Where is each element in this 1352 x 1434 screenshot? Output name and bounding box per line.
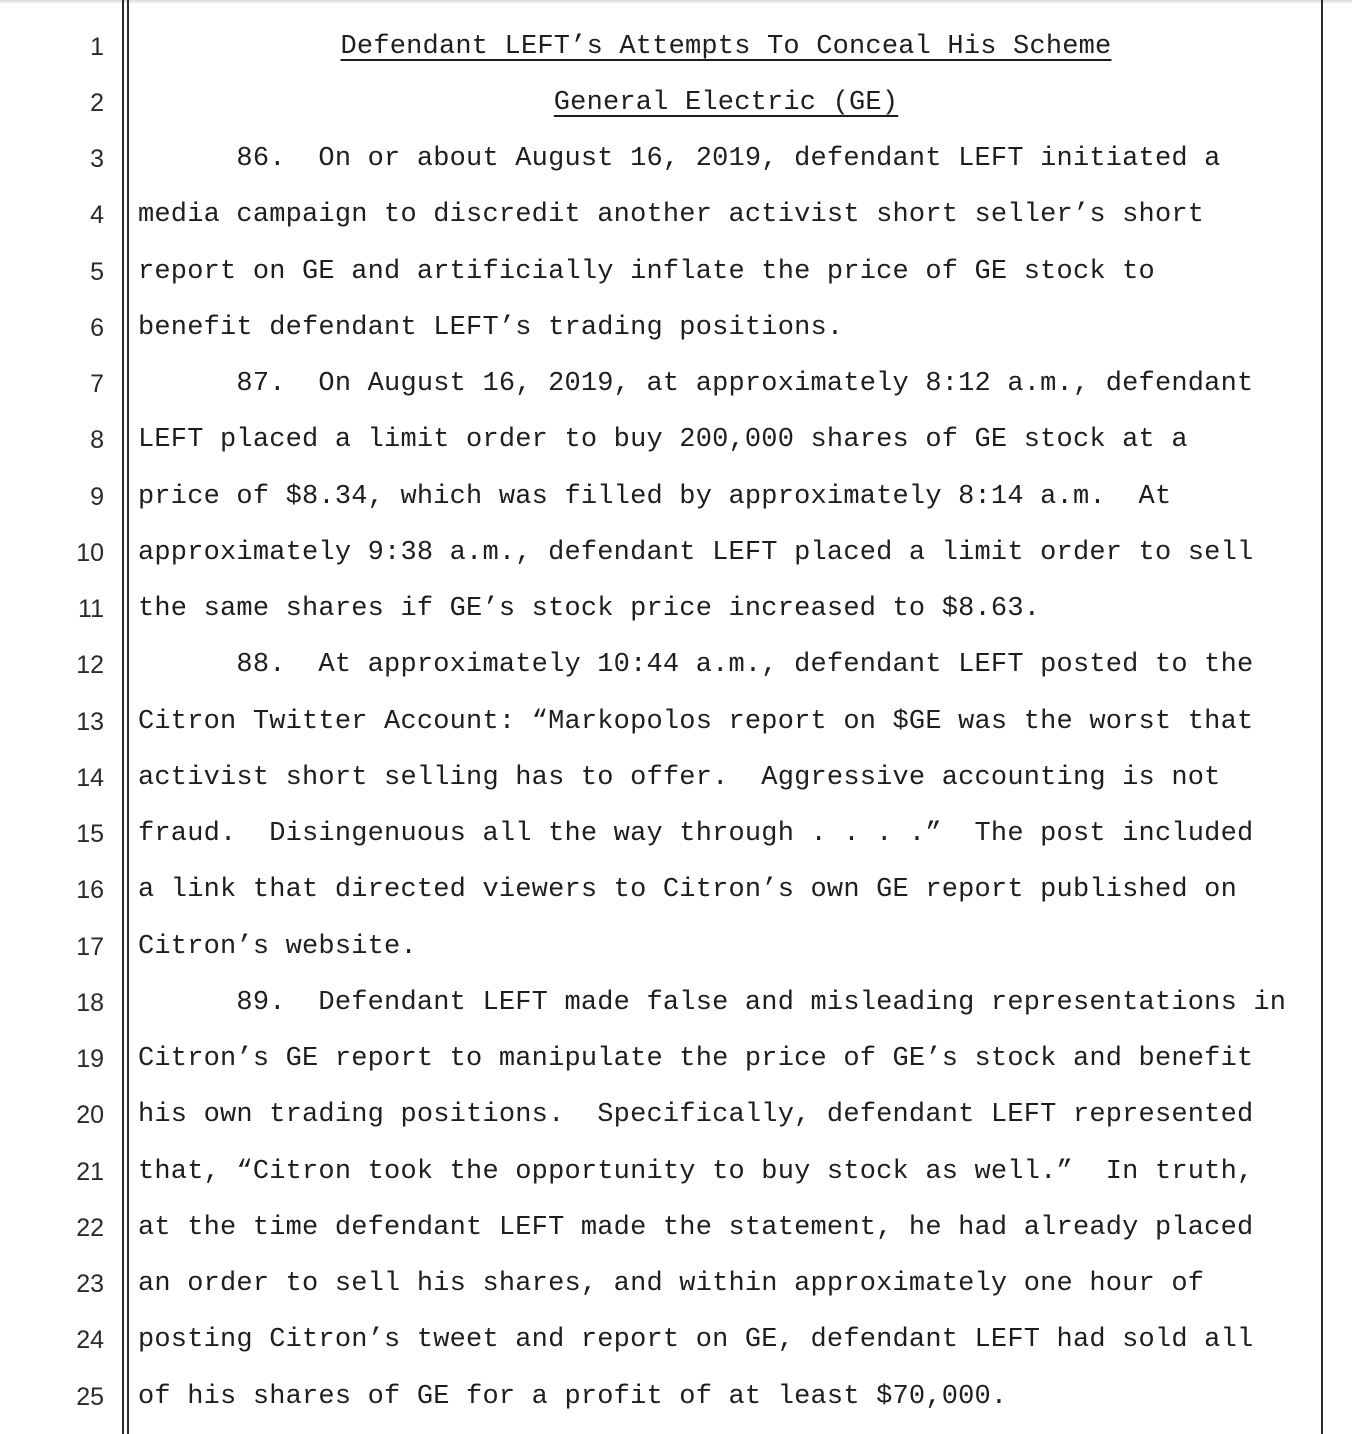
line-number: 14 (76, 764, 104, 792)
paragraph-86-line: report on GE and artificially inflate the price of GE stock to (138, 257, 1155, 287)
line-number: 16 (76, 876, 104, 904)
section-heading (138, 32, 1314, 62)
line-number: 12 (76, 651, 104, 679)
paragraph-86-line: benefit defendant LEFT’s trading positions. (138, 313, 844, 343)
paragraph-87-line: approximately 9:38 a.m., defendant LEFT placed a limit order to sell (138, 538, 1254, 568)
paragraph-87-line: 87. On August 16, 2019, at approximately 8:12 a.m., defendant (138, 369, 1254, 399)
paragraph-88-line: 88. At approximately 10:44 a.m., defendant LEFT posted to the (138, 650, 1254, 680)
paragraph-89-line: his own trading positions. Specifically, defendant LEFT represented (138, 1100, 1254, 1130)
left-margin-rule-outer (122, 0, 124, 1434)
section-subheading (138, 88, 1314, 118)
line-number: 7 (90, 370, 104, 398)
paragraph-88-line: activist short selling has to offer. Aggressive accounting is not (138, 763, 1221, 793)
line-number: 10 (76, 539, 104, 567)
line-number: 20 (76, 1101, 104, 1129)
paragraph-88-line: a link that directed viewers to Citron’s own GE report published on (138, 875, 1237, 905)
paragraph-89-line: an order to sell his shares, and within approximately one hour of (138, 1269, 1205, 1299)
line-number: 6 (90, 314, 104, 342)
line-number: 3 (90, 145, 104, 173)
paragraph-87-line: price of $8.34, which was filled by approximately 8:14 a.m. At (138, 482, 1172, 512)
paragraph-89-line: Citron’s GE report to manipulate the price of GE’s stock and benefit (138, 1044, 1254, 1074)
line-number: 4 (90, 201, 104, 229)
line-number: 1 (90, 33, 104, 61)
line-number: 2 (90, 89, 104, 117)
paragraph-88-line: fraud. Disingenuous all the way through . . . .” The post included (138, 819, 1254, 849)
paragraph-89-line: that, “Citron took the opportunity to buy stock as well.” In truth, (138, 1157, 1254, 1187)
page-top-edge (0, 0, 1352, 4)
paragraph-86-line: media campaign to discredit another activist short seller’s short (138, 200, 1205, 230)
line-number: 9 (90, 483, 104, 511)
line-number: 13 (76, 708, 104, 736)
line-number: 5 (90, 258, 104, 286)
paragraph-89-line: 89. Defendant LEFT made false and misleading representations in (138, 988, 1287, 1018)
paragraph-89-line: posting Citron’s tweet and report on GE, defendant LEFT had sold all (138, 1325, 1254, 1355)
line-number: 11 (78, 595, 104, 623)
line-number: 15 (76, 820, 104, 848)
line-number: 22 (76, 1214, 104, 1242)
line-number: 25 (76, 1383, 104, 1411)
paragraph-87-line: the same shares if GE’s stock price increased to $8.63. (138, 594, 1041, 624)
section-heading-text: Defendant LEFT’s Attempts To Conceal His Scheme (340, 32, 1112, 62)
line-number: 19 (76, 1045, 104, 1073)
line-number: 8 (90, 426, 104, 454)
left-margin-rule-inner (127, 0, 129, 1434)
paragraph-89-line: of his shares of GE for a profit of at least $70,000. (138, 1382, 1008, 1412)
paragraph-89-line: at the time defendant LEFT made the statement, he had already placed (138, 1213, 1254, 1243)
paragraph-86-line: 86. On or about August 16, 2019, defendant LEFT initiated a (138, 144, 1221, 174)
line-number: 24 (76, 1326, 104, 1354)
paragraph-88-line: Citron’s website. (138, 932, 417, 962)
section-subheading-text: General Electric (GE) (553, 88, 899, 118)
line-number: 17 (76, 933, 104, 961)
line-number: 18 (76, 989, 104, 1017)
right-margin-rule (1321, 0, 1323, 1434)
line-number: 21 (76, 1158, 104, 1186)
paragraph-87-line: LEFT placed a limit order to buy 200,000 shares of GE stock at a (138, 425, 1188, 455)
paragraph-88-line: Citron Twitter Account: “Markopolos report on $GE was the worst that (138, 707, 1254, 737)
line-number: 23 (76, 1270, 104, 1298)
